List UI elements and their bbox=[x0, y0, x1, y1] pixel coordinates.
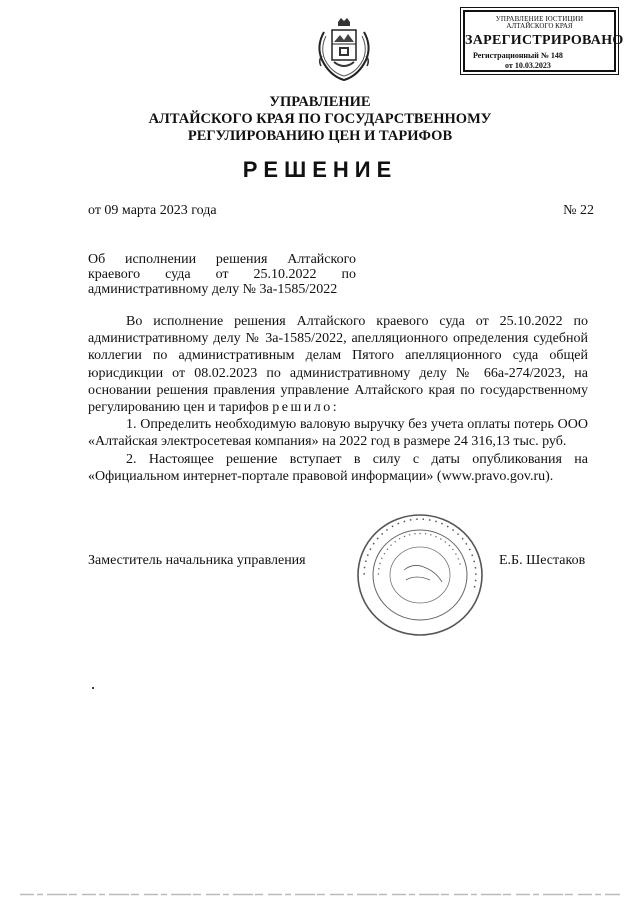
document-body bbox=[88, 313, 588, 485]
signer-name: Е.Б. Шестаков bbox=[499, 553, 586, 568]
body-intro: Во исполнение решения Алтайского краевого суда от 25.10.2022 по административному делу № 3а-1585/2022, апелляционного определения судебной коллегии по административным делам Пятого апелляционного суда общей юрисдикции от 08.02.2023 по административному делу № 66а-274/2023, на основании решения правления управление Алтайского края по государственному регулированию цен и тарифов bbox=[88, 314, 588, 416]
org-line-1: УПРАВЛЕНИЕ bbox=[269, 94, 371, 110]
stamp-region: АЛТАЙСКОГО КРАЯ bbox=[506, 22, 573, 30]
body-item-2: 2. Настоящее решение вступает в силу с даты опубликования на «Официальном интернет-портале правовой информации» (www.pravo.gov.ru). bbox=[88, 451, 588, 484]
svg-text:▪ ▪ ▪ ▪ ▪ ▪ ▪ ▪ ▪ ▪ ▪ ▪ ▪ ▪ ▪: ▪ ▪ ▪ ▪ ▪ ▪ ▪ ▪ ▪ ▪ ▪ ▪ ▪ ▪ ▪ ▪ ▪ ▪ ▪ ▪ ▪ ▪ ▪ bbox=[375, 530, 463, 576]
coat-of-arms-icon bbox=[312, 16, 376, 84]
body-decided: решило: bbox=[272, 400, 340, 416]
document-title: РЕШЕНИЕ bbox=[242, 157, 398, 182]
stamp-reg-number: Регистрационный № 148 bbox=[473, 51, 563, 60]
stray-dot bbox=[92, 687, 94, 689]
org-line-3: РЕГУЛИРОВАНИЮ ЦЕН И ТАРИФОВ bbox=[187, 128, 453, 144]
signer-position: Заместитель начальника управления bbox=[88, 553, 306, 568]
document-subject bbox=[88, 252, 356, 297]
stamp-authority: УПРАВЛЕНИЕ ЮСТИЦИИ bbox=[495, 15, 584, 23]
org-line-2: АЛТАЙСКОГО КРАЯ ПО ГОСУДАРСТВЕННОМУ bbox=[148, 111, 492, 127]
round-seal-icon bbox=[342, 512, 498, 638]
stamp-title: ЗАРЕГИСТРИРОВАНО bbox=[465, 33, 624, 48]
registration-stamp bbox=[463, 10, 624, 72]
document-date: от 09 марта 2023 года bbox=[88, 203, 217, 218]
body-item-1: 1. Определить необходимую валовую выручку без учета оплаты потерь ООО «Алтайская электросетевая компания» на 2022 год в размере 24 316,13 тыс. руб. bbox=[88, 417, 588, 450]
subject-line-3: административному делу № 3а-1585/2022 bbox=[88, 282, 338, 297]
subject-line-1: Об исполнении решения Алтайского bbox=[88, 252, 356, 267]
organization-header bbox=[0, 94, 640, 145]
svg-text:▪ ▪ ▪ ▪ ▪ ▪ ▪ ▪ ▪ ▪ ▪ ▪ ▪ ▪ ▪: ▪ ▪ ▪ ▪ ▪ ▪ ▪ ▪ ▪ ▪ ▪ ▪ ▪ ▪ ▪ ▪ ▪ ▪ ▪ ▪ ▪ ▪ ▪ ▪ ▪ ▪ ▪ ▪ ▪ ▪ bbox=[361, 516, 479, 590]
document-number: № 22 bbox=[563, 203, 594, 218]
subject-line-2: краевого суда от 25.10.2022 по bbox=[88, 267, 356, 282]
stamp-reg-date: от 10.03.2023 bbox=[505, 61, 551, 70]
body-intro-paragraph bbox=[88, 313, 588, 416]
footer-scan-line bbox=[20, 893, 620, 896]
